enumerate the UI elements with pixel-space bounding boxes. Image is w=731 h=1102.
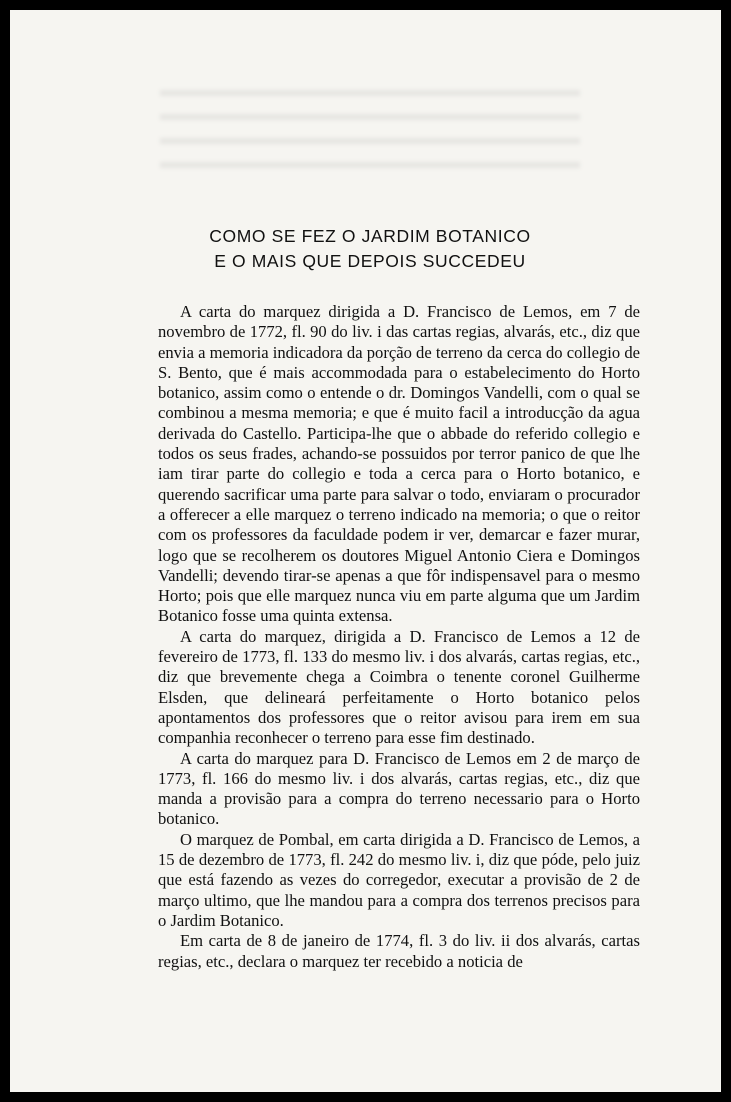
paragraph-4: O marquez de Pombal, em carta dirigida a D. Francisco de Lemos, a 15 de dezembro de 1773, fl. 242 do mesmo liv. i, diz que póde, pelo juiz que está fazendo as vezes do corregedor, executar a provisão de 2 de março ultimo, que lhe mandou para a compra dos terrenos precisos para o Jardim Botanico.: [158, 829, 640, 930]
body-text: [158, 302, 640, 972]
chapter-title-line-2: E O MAIS QUE DEPOIS SUCCEDEU: [214, 251, 526, 271]
paragraph-2: A carta do marquez, dirigida a D. Francisco de Lemos a 12 de fevereiro de 1773, fl. 133 do mesmo liv. i dos alvarás, cartas regias, etc., diz que brevemente chega a Coimbra o tenente coronel Guilherme Elsden, que delineará perfeitamente o Horto botanico pelos apontamentos dos professores que o reitor avisou para irem em sua companhia reconhecer o terreno para esse fim destinado.: [158, 626, 640, 748]
paragraph-3: A carta do marquez para D. Francisco de Lemos em 2 de março de 1773, fl. 166 do mesmo liv. i dos alvarás, cartas regias, etc., diz que manda a provisão para a compra do terreno necessario para o Horto botanico.: [158, 748, 640, 829]
paragraph-1: A carta do marquez dirigida a D. Francisco de Lemos, em 7 de novembro de 1772, fl. 90 do liv. i das cartas regias, alvarás, etc., diz que envia a memoria indicadora da porção de terreno da cerca do collegio de S. Bento, que é mais accommodada para o estabelecimento do Horto botanico, assim como o entende o dr. Domingos Vandelli, com o qual se combinou a mesma memoria; e que é muito facil a introducção da agua derivada do Castello. Participa-lhe que o abbade do referido collegio e todos os seus frades, achando-se possuidos por terror panico de que lhe iam tirar parte do collegio e toda a cerca para o Horto botanico, e querendo sacrificar uma parte para salvar o todo, enviaram o procurador a offerecer a elle marquez o terreno indicado na memoria; o que o reitor com os professores da faculdade podem ir ver, demarcar e fazer murar, logo que se recolherem os doutores Miguel Antonio Ciera e Domingos Vandelli; devendo tirar-se apenas a que fôr indispensavel para o mesmo Horto; pois que elle marquez nunca viu em parte alguma que um Jardim Botanico fosse uma quinta extensa.: [158, 302, 640, 626]
paragraph-5: Em carta de 8 de janeiro de 1774, fl. 3 do liv. ii dos alvarás, cartas regias, etc., declara o marquez ter recebido a noticia de: [158, 931, 640, 971]
bleed-through-shadow: [160, 90, 580, 210]
chapter-title: [170, 224, 570, 274]
chapter-title-line-1: COMO SE FEZ O JARDIM BOTANICO: [209, 226, 531, 246]
document-page: [10, 10, 721, 1092]
